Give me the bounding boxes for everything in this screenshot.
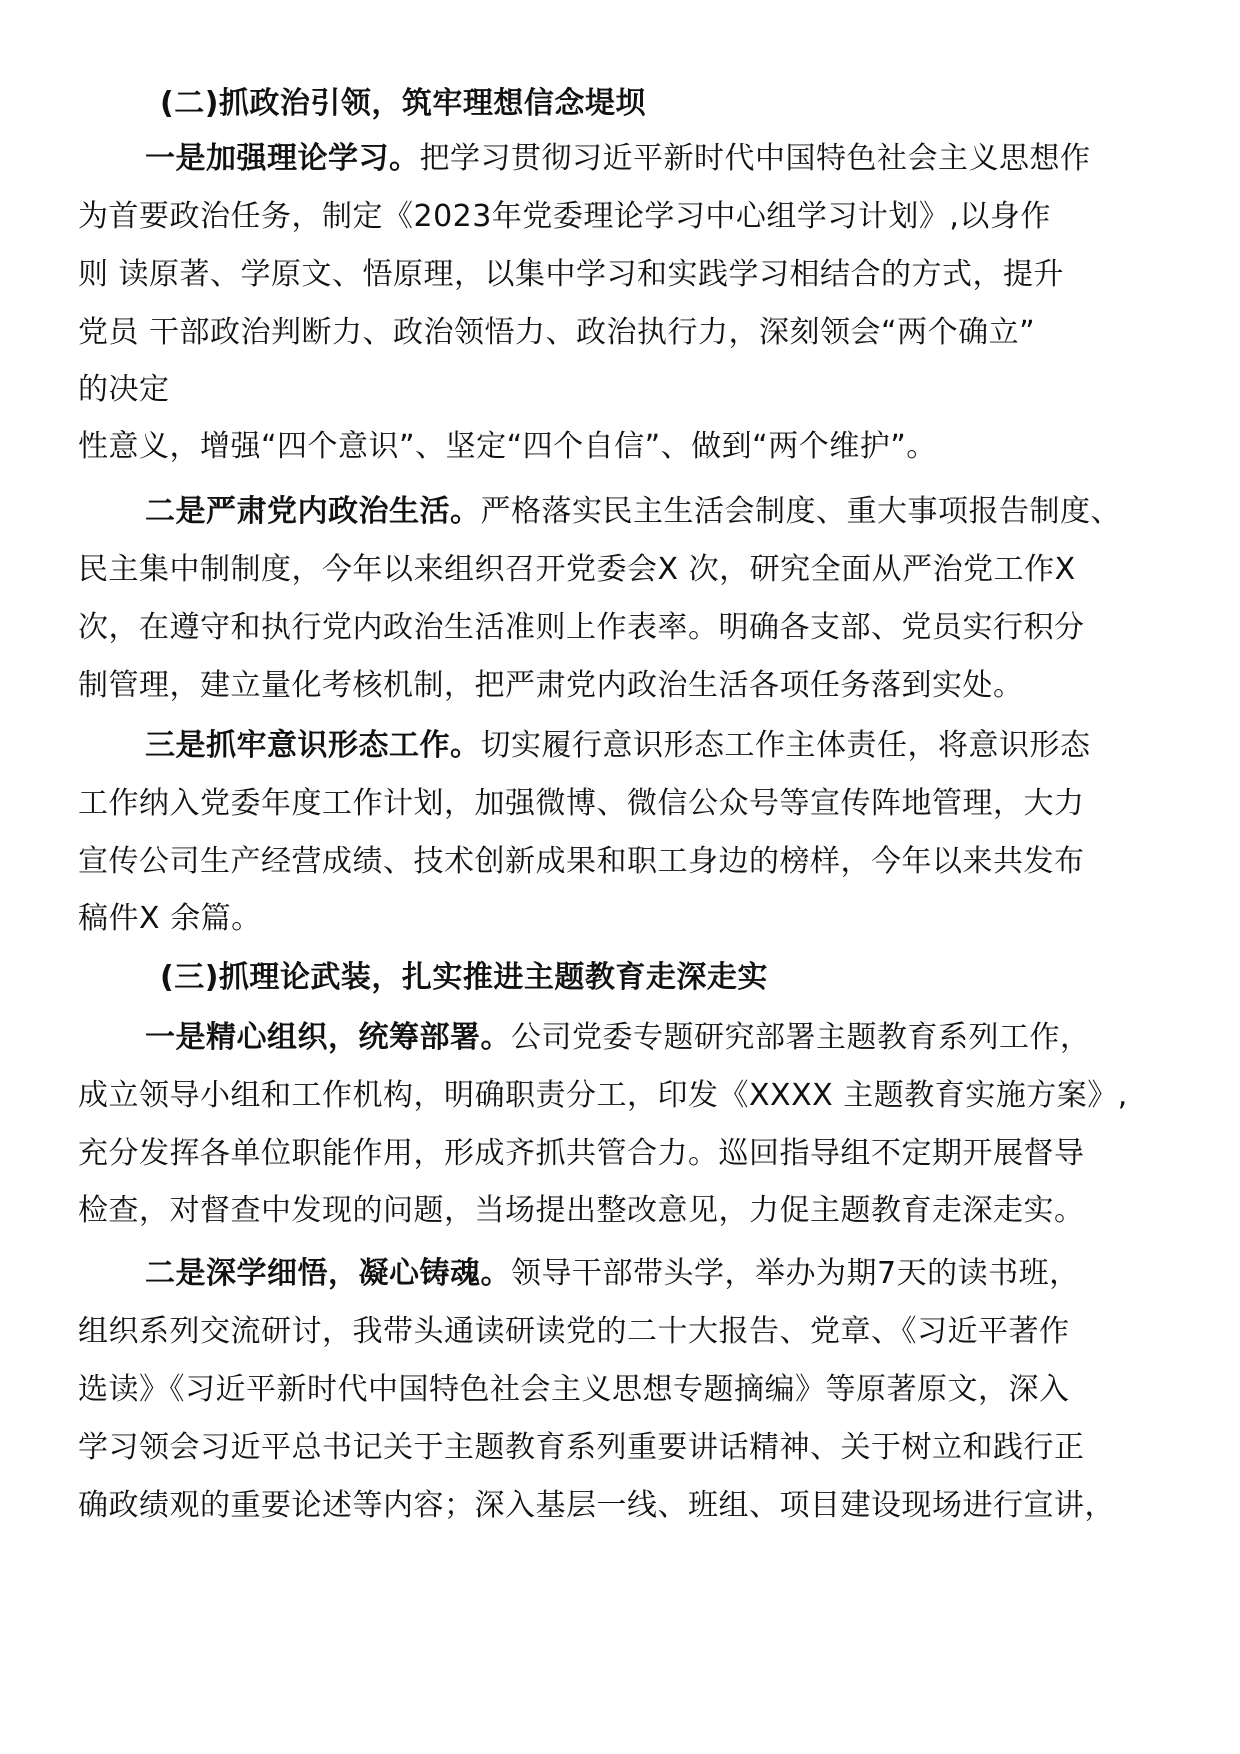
paragraph-lead: 二是严肃党内政治生活。 <box>145 494 481 529</box>
paragraph-line: 选读》《习近平新时代中国特色社会主义思想专题摘编》等原著原文，深入 <box>78 1372 1070 1407</box>
paragraph-line: 二是深学细悟，凝心铸魂。领导干部带头学，举办为期7天的读书班， <box>145 1256 1080 1291</box>
paragraph-line: 工作纳入党委年度工作计划，加强微博、微信公众号等宣传阵地管理，大力 <box>78 786 1085 821</box>
paragraph-line: 充分发挥各单位职能作用，形成齐抓共管合力。巡回指导组不定期开展督导 <box>78 1136 1085 1171</box>
paragraph-line: 宣传公司生产经营成绩、技术创新成果和职工身边的榜样，今年以来共发布 <box>78 844 1085 879</box>
paragraph-line: 三是抓牢意识形态工作。切实履行意识形态工作主体责任，将意识形态 <box>145 728 1091 763</box>
paragraph-line: 一是加强理论学习。把学习贯彻习近平新时代中国特色社会主义思想作 <box>145 141 1091 176</box>
paragraph-line: 次，在遵守和执行党内政治生活准则上作表率。明确各支部、党员实行积分 <box>78 610 1085 645</box>
paragraph-line: 一是精心组织，统筹部署。公司党委专题研究部署主题教育系列工作， <box>145 1020 1091 1055</box>
paragraph-line: 确政绩观的重要论述等内容；深入基层一线、班组、项目建设现场进行宣讲， <box>78 1488 1115 1523</box>
paragraph-line: 民主集中制制度，今年以来组织召开党委会X 次，研究全面从严治党工作X <box>78 552 1076 587</box>
paragraph-line: 的决定 <box>78 372 170 407</box>
section-heading-3: (三)抓理论武装，扎实推进主题教育走深走实 <box>160 960 768 995</box>
paragraph-line: 制管理，建立量化考核机制，把严肃党内政治生活各项任务落到实处。 <box>78 668 1024 703</box>
paragraph-lead: 三是抓牢意识形态工作。 <box>145 728 481 763</box>
paragraph-line: 检查，对督查中发现的问题，当场提出整改意见，力促主题教育走深走实。 <box>78 1193 1085 1228</box>
paragraph-line: 二是严肃党内政治生活。严格落实民主生活会制度、重大事项报告制度、 <box>145 494 1121 529</box>
paragraph-line: 稿件X 余篇。 <box>78 901 262 936</box>
paragraph-line: 学习领会习近平总书记关于主题教育系列重要讲话精神、关于树立和践行正 <box>78 1430 1085 1465</box>
paragraph-line: 性意义，增强“四个意识”、坚定“四个自信”、做到“两个维护”。 <box>78 429 937 464</box>
paragraph-lead: 二是深学细悟，凝心铸魂。 <box>145 1256 511 1291</box>
paragraph-line: 则 读原著、学原文、悟原理，以集中学习和实践学习相结合的方式，提升 <box>78 257 1065 292</box>
paragraph-line: 党员 干部政治判断力、政治领悟力、政治执行力，深刻领会“两个确立” <box>78 315 1036 350</box>
paragraph-line: 组织系列交流研讨，我带头通读研读党的二十大报告、党章、《习近平著作 <box>78 1314 1070 1349</box>
paragraph-line: 成立领导小组和工作机构，明确职责分工，印发《XXXX 主题教育实施方案》, <box>78 1078 1128 1113</box>
paragraph-line: 为首要政治任务，制定《2023年党委理论学习中心组学习计划》,以身作 <box>78 199 1051 234</box>
paragraph-lead: 一是精心组织，统筹部署。 <box>145 1020 511 1055</box>
section-heading-2: (二)抓政治引领，筑牢理想信念堤坝 <box>160 86 646 121</box>
paragraph-lead: 一是加强理论学习。 <box>145 141 420 176</box>
